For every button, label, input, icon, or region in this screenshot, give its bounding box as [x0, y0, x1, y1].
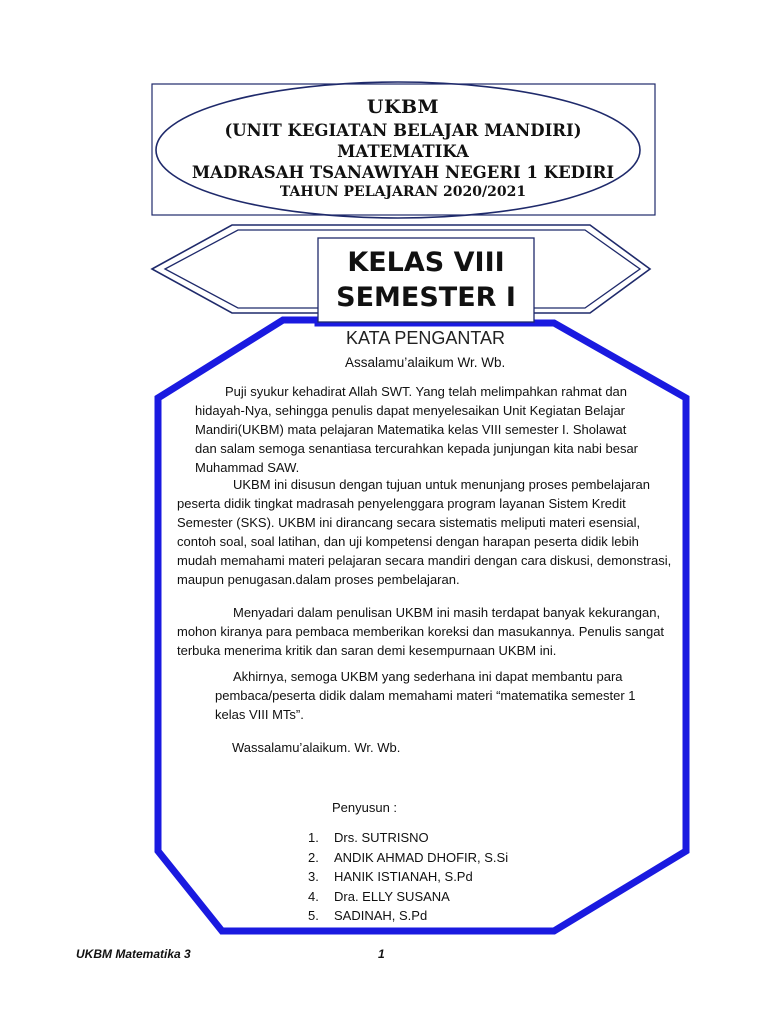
list-number: 3. — [308, 869, 319, 884]
preface-heading: KATA PENGANTAR — [346, 328, 506, 348]
author-name: Dra. ELLY SUSANA — [334, 888, 450, 904]
header-school: MADRASAH TSANAWIYAH NEGERI 1 KEDIRI — [191, 163, 615, 182]
paragraph-line: UKBM ini disusun dengan tujuan untuk menunjang proses pembelajaran — [233, 477, 650, 492]
paragraph-line: kelas VIII MTs”. — [215, 707, 304, 722]
paragraph-line: terbuka menerima kritik dan saran demi kesempurnaan UKBM ini. — [177, 643, 557, 658]
header-year: TAHUN PELAJARAN 2020/2021 — [279, 184, 527, 200]
list-number: 1. — [308, 830, 319, 845]
footer-title: UKBM Matematika 3 — [76, 947, 191, 961]
paragraph-line: contoh soal, soal latihan, dan uji kompetensi dengan harapan peserta didik lebih — [177, 534, 639, 549]
authors-label: Penyusun : — [332, 800, 398, 815]
paragraph-line: Muhammad SAW. — [195, 460, 300, 475]
paragraph-line: Puji syukur kehadirat Allah SWT. Yang telah melimpahkan rahmat dan — [225, 384, 628, 399]
author-name: ANDIK AHMAD DHOFIR, S.Si — [334, 849, 509, 865]
list-number: 5. — [308, 908, 319, 923]
paragraph-line: Semester (SKS). UKBM ini dirancang secara sistematis meliputi materi esensial, — [177, 515, 641, 530]
list-item — [308, 869, 508, 889]
paragraph-3 — [177, 603, 664, 660]
paragraph-line: Akhirnya, semoga UKBM yang sederhana ini dapat membantu para — [233, 669, 623, 684]
authors-list — [308, 830, 508, 928]
semester-label: SEMESTER I — [336, 282, 516, 313]
paragraph-line: Menyadari dalam penulisan UKBM ini masih terdapat banyak kekurangan, — [233, 605, 661, 620]
list-item — [308, 830, 508, 850]
paragraph-line: peserta didik tingkat madrasah penyelenggara program layanan Sistem Kredit — [177, 496, 626, 511]
list-number: 2. — [308, 849, 319, 865]
author-name: SADINAH, S.Pd — [334, 908, 428, 923]
paragraph-line: maupun penugasan.dalam proses pembelajaran. — [177, 572, 460, 587]
paragraph-2 — [177, 475, 671, 589]
paragraph-1 — [195, 382, 638, 477]
header-subtitle: (UNIT KEGIATAN BELAJAR MANDIRI) — [224, 121, 582, 140]
paragraph-line: hidayah-Nya, sehingga penulis dapat menyelesaikan Unit Kegiatan Belajar — [195, 403, 625, 418]
paragraph-line: mohon kiranya para pembaca memberikan koreksi dan masukannya. Penulis sangat — [177, 624, 665, 639]
list-number: 4. — [308, 888, 319, 904]
header-subject: MATEMATIKA — [337, 142, 469, 161]
paragraph-line: mudah memahami materi pelajaran secara mandiri dengan cara diskusi, demonstrasi, — [177, 553, 672, 568]
class-label: KELAS VIII — [347, 247, 505, 278]
author-name: Drs. SUTRISNO — [334, 830, 429, 845]
closing-salutation: Wassalamu’alaikum. Wr. Wb. — [232, 740, 401, 755]
header-title: UKBM — [366, 96, 440, 118]
preface-greeting: Assalamu’alaikum Wr. Wb. — [345, 355, 506, 370]
list-item — [308, 850, 508, 870]
list-item — [308, 889, 508, 909]
paragraph-line: dan salam semoga senantiasa tercurahkan kepada junjungan kita nabi besar — [195, 441, 639, 456]
paragraph-4 — [177, 667, 636, 724]
list-item — [308, 908, 508, 928]
paragraph-line: Mandiri(UKBM) mata pelajaran Matematika kelas VIII semester I. Sholawat — [195, 422, 627, 437]
paragraph-line: pembaca/peserta didik dalam memahami materi “matematika semester 1 — [215, 688, 636, 703]
author-name: HANIK ISTIANAH, S.Pd — [334, 869, 473, 884]
page-number: 1 — [378, 947, 385, 961]
